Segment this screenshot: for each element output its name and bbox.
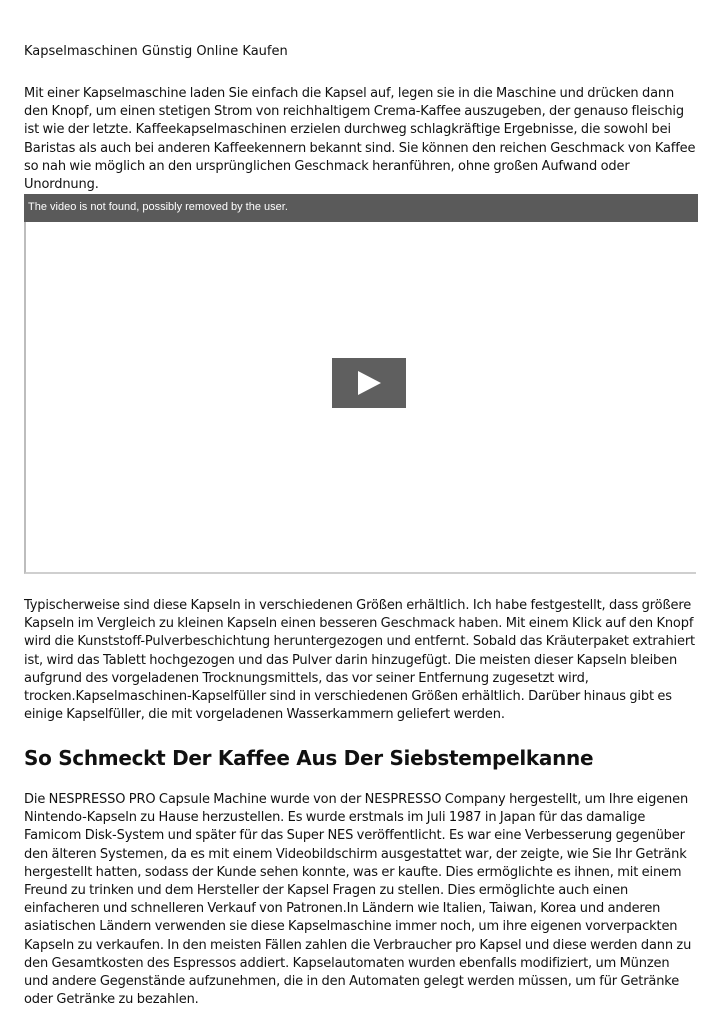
intro-paragraph: Mit einer Kapselmaschine laden Sie einfach die Kapsel auf, legen sie in die Maschine und drücken dann den Knopf, um einen stetigen Strom von reichhaltigem Crema-Kaffee auszugeben, der genauso fleischig ist wie der letzte. Kaffeekapselmaschinen erzielen durchweg schlagkräftige Ergebnisse, die sowohl bei Baristas als auch bei anderen Kaffeekennern bekannt sind. Sie können den reichen Geschmack von Kaffee so nah wie möglich an den ursprünglichen Geschmack heranführen, ohne großen Aufwand oder Unordnung.: [24, 86, 696, 193]
video-error-message: The video is not found, possibly removed by the user.: [28, 201, 288, 213]
play-icon: [332, 358, 406, 408]
play-button[interactable]: [332, 358, 406, 408]
video-error-bar: [24, 194, 698, 222]
body-paragraph: Typischerweise sind diese Kapseln in verschiedenen Größen erhältlich. Ich habe festgestellt, dass größere Kapseln im Vergleich zu kleinen Kapseln einen besseren Geschmack haben. Mit einem Klick auf den Knopf wird die Kunststoff-Pulverbeschichtung heruntergezogen und entfernt. Sobald das Kräuterpaket extrahiert ist, wird das Tablett hochgezogen und das Pulver darin hinzugefügt. Die meisten dieser Kapseln bleiben aufgrund des vorgeladenen Trocknungsmittels, das vor seiner Entfernung zugesetzt wird, trocken.Kapselmaschinen-Kapselfüller sind in verschiedenen Größen erhältlich. Darüber hinaus gibt es einige Kapselfüller, die mit vorgeladenen Wasserkammern geliefert werden.: [24, 598, 695, 723]
body-paragraph: Die NESPRESSO PRO Capsule Machine wurde von der NESPRESSO Company hergestellt, um Ihre eigenen Nintendo-Kapseln zu Hause herzustellen. Es wurde erstmals im Juli 1987 in Japan für das damalige Famicom Disk-System und später für das Super NES veröffentlicht. Es war eine Verbesserung gegenüber den älteren Systemen, da es mit einem Videobildschirm ausgestattet war, der zeigte, wie Sie Ihr Getränk hergestellt hatten, sodass der Kunde sehen konnte, was er kaufte. Dies ermöglichte es ihnen, mit einem Freund zu trinken und dem Hersteller der Kapsel Fragen zu stellen. Dies ermöglichte auch einen einfacheren und schnelleren Verkauf von Patronen.In Ländern wie Italien, Taiwan, Korea und anderen asiatischen Ländern verwenden sie diese Kapselmaschine immer noch, um ihre eigenen vorverpackten Kapseln zu verkaufen. In den meisten Fällen zahlen die Verbraucher pro Kapsel und diese werden dann zu den Gesamtkosten des Espressos addiert. Kapselautomaten wurden ebenfalls modifiziert, um Münzen und andere Gegenstände aufzunehmen, die in den Automaten gelegt werden müssen, um für Getränke oder Getränke zu bezahlen.: [24, 792, 692, 1008]
video-player[interactable]: [24, 194, 696, 574]
section-heading: So Schmeckt Der Kaffee Aus Der Siebstempelkanne: [24, 746, 594, 770]
document-title: Kapselmaschinen Günstig Online Kaufen: [24, 44, 288, 59]
